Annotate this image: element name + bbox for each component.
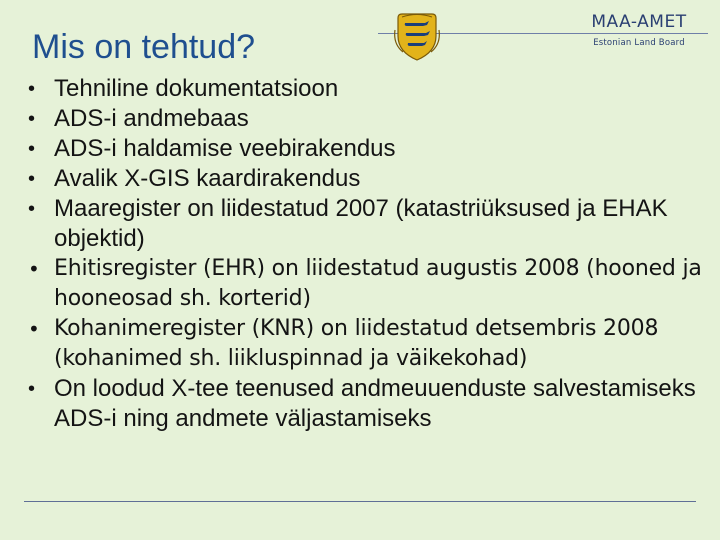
- list-item: [28, 104, 708, 134]
- bullet-marker: •: [28, 378, 36, 400]
- bullet-text: On loodud X-tee teenused andmeuuenduste salvestamiseks ADS-i ning andmete väljastamiseks: [54, 375, 696, 432]
- list-item: [28, 164, 708, 194]
- list-item: [28, 254, 708, 314]
- bullet-text: Ehitisregister (EHR) on liidestatud augustis 2008 (hooned ja hooneosad sh. korterid): [54, 256, 702, 311]
- bullet-text: Maaregister on liidestatud 2007 (katastriüksused ja EHAK objektid): [54, 195, 668, 252]
- list-item: [28, 374, 708, 434]
- estonia-coat-of-arms-icon: [394, 12, 440, 62]
- bullet-marker: •: [28, 138, 36, 160]
- bullet-marker: •: [28, 198, 36, 220]
- list-item: [28, 194, 708, 254]
- list-item: [28, 74, 708, 104]
- slide-title: Mis on tehtud?: [32, 28, 256, 66]
- bullet-list: [28, 74, 708, 434]
- list-item: [28, 314, 708, 374]
- bullet-text: ADS-i haldamise veebirakendus: [54, 135, 396, 162]
- bullet-marker: •: [28, 257, 40, 281]
- footer-divider: [24, 501, 696, 502]
- bullet-text: Tehniline dokumentatsioon: [54, 75, 339, 102]
- bullet-marker: •: [28, 78, 36, 100]
- bullet-marker: •: [28, 317, 40, 341]
- bullet-marker: •: [28, 108, 36, 130]
- bullet-text: Kohanimeregister (KNR) on liidestatud detsembris 2008 (kohanimed sh. liikluspinnad ja väikekohad): [54, 316, 659, 371]
- brand-subtitle: Estonian Land Board: [593, 38, 685, 48]
- maa-amet-logo: [574, 12, 704, 48]
- list-item: [28, 134, 708, 164]
- bullet-marker: •: [28, 168, 36, 190]
- bullet-text: ADS-i andmebaas: [54, 105, 249, 132]
- brand-name: MAA-AMET: [591, 12, 687, 32]
- bullet-text: Avalik X-GIS kaardirakendus: [54, 165, 361, 192]
